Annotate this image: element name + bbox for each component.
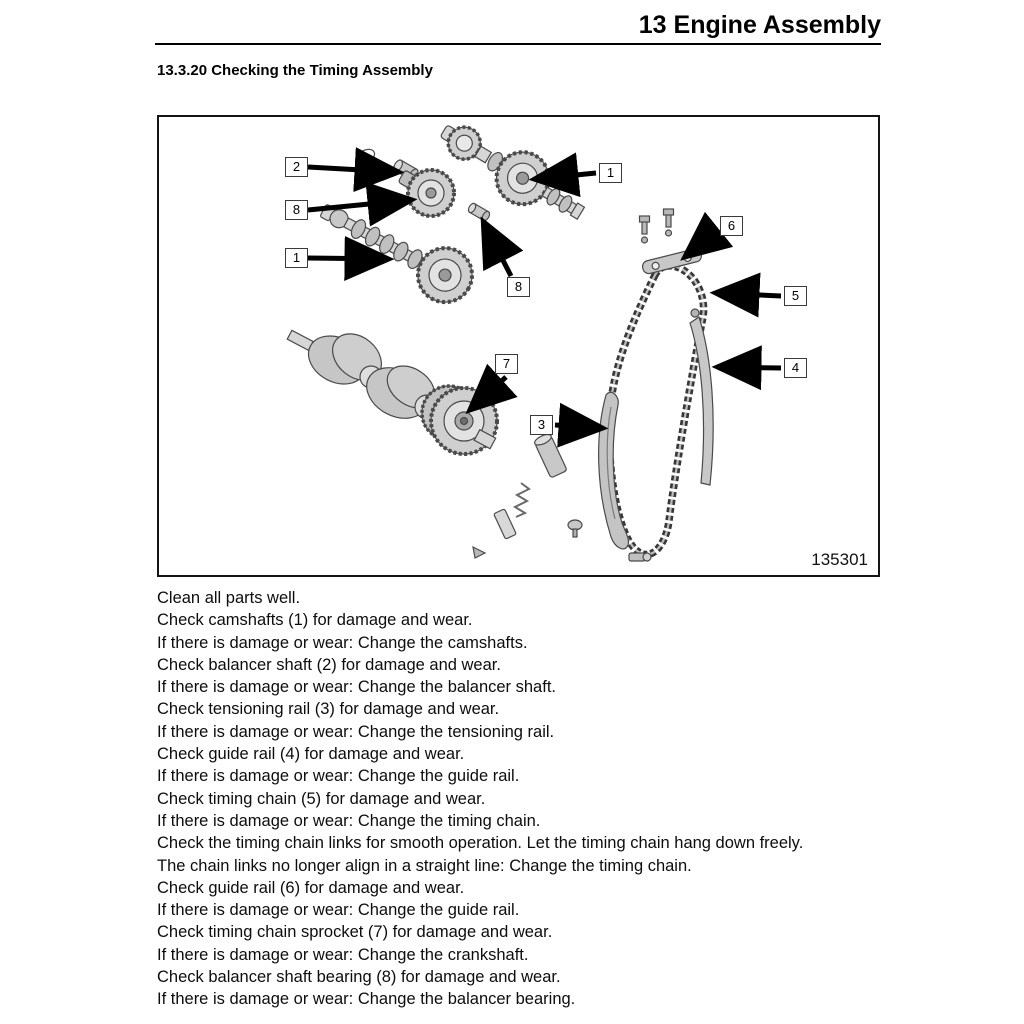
instruction-line: If there is damage or wear: Change the guide rail. <box>157 767 520 786</box>
instruction-line: Check guide rail (4) for damage and wear. <box>157 745 465 764</box>
callout-8a: 8 <box>285 200 308 220</box>
instruction-line: Check tensioning rail (3) for damage and wear. <box>157 700 500 719</box>
callout-2: 2 <box>285 157 308 177</box>
balancer-drive-gear <box>398 170 454 216</box>
instruction-line: Check balancer shaft bearing (8) for damage and wear. <box>157 968 561 987</box>
callout-7: 7 <box>495 354 518 374</box>
instruction-line: If there is damage or wear: Change the camshafts. <box>157 633 528 652</box>
callout-1a: 1 <box>285 248 308 268</box>
callout-8b: 8 <box>507 277 530 297</box>
section-title: 13.3.20 Checking the Timing Assembly <box>157 62 433 79</box>
instruction-line: If there is damage or wear: Change the balancer shaft. <box>157 678 556 697</box>
instruction-line: Check guide rail (6) for damage and wear. <box>157 878 465 897</box>
instructions <box>157 587 902 1011</box>
instruction-line: Check the timing chain links for smooth operation. Let the timing chain hang down freely. <box>157 834 804 853</box>
callout-1b: 1 <box>599 163 622 183</box>
callout-3: 3 <box>530 415 553 435</box>
parts-group <box>287 117 713 561</box>
timing-assembly-diagram <box>159 117 878 575</box>
figure-number: 135301 <box>811 550 868 569</box>
guide-rail-top <box>640 209 703 275</box>
guide-rail <box>690 309 713 485</box>
crankshaft <box>287 324 497 454</box>
timing-chain <box>609 266 704 555</box>
callout-5: 5 <box>784 286 807 306</box>
balancer-shaft-bearing-2 <box>467 202 491 222</box>
instruction-line: If there is damage or wear: Change the balancer bearing. <box>157 990 576 1009</box>
instruction-line: Check balancer shaft (2) for damage and wear. <box>157 655 501 674</box>
instruction-line: Clean all parts well. <box>157 589 301 607</box>
instruction-line: Check timing chain (5) for damage and wear. <box>157 789 486 808</box>
callout-6: 6 <box>720 216 743 236</box>
figure-box <box>157 115 880 577</box>
instruction-line: If there is damage or wear: Change the guide rail. <box>157 901 520 920</box>
instruction-line: The chain links no longer align in a straight line: Change the timing chain. <box>157 856 692 875</box>
header-rule <box>155 43 881 45</box>
instruction-line: Check camshafts (1) for damage and wear. <box>157 611 473 630</box>
instruction-line: If there is damage or wear: Change the tensioning rail. <box>157 722 555 741</box>
callout-4: 4 <box>784 358 807 378</box>
bolts <box>640 209 674 243</box>
o-ring <box>355 147 376 165</box>
instruction-line: If there is damage or wear: Change the crankshaft. <box>157 945 529 964</box>
chapter-title: 13 Engine Assembly <box>638 11 881 39</box>
instruction-line: Check timing chain sprocket (7) for damage and wear. <box>157 923 553 942</box>
instruction-line: If there is damage or wear: Change the timing chain. <box>157 811 541 830</box>
